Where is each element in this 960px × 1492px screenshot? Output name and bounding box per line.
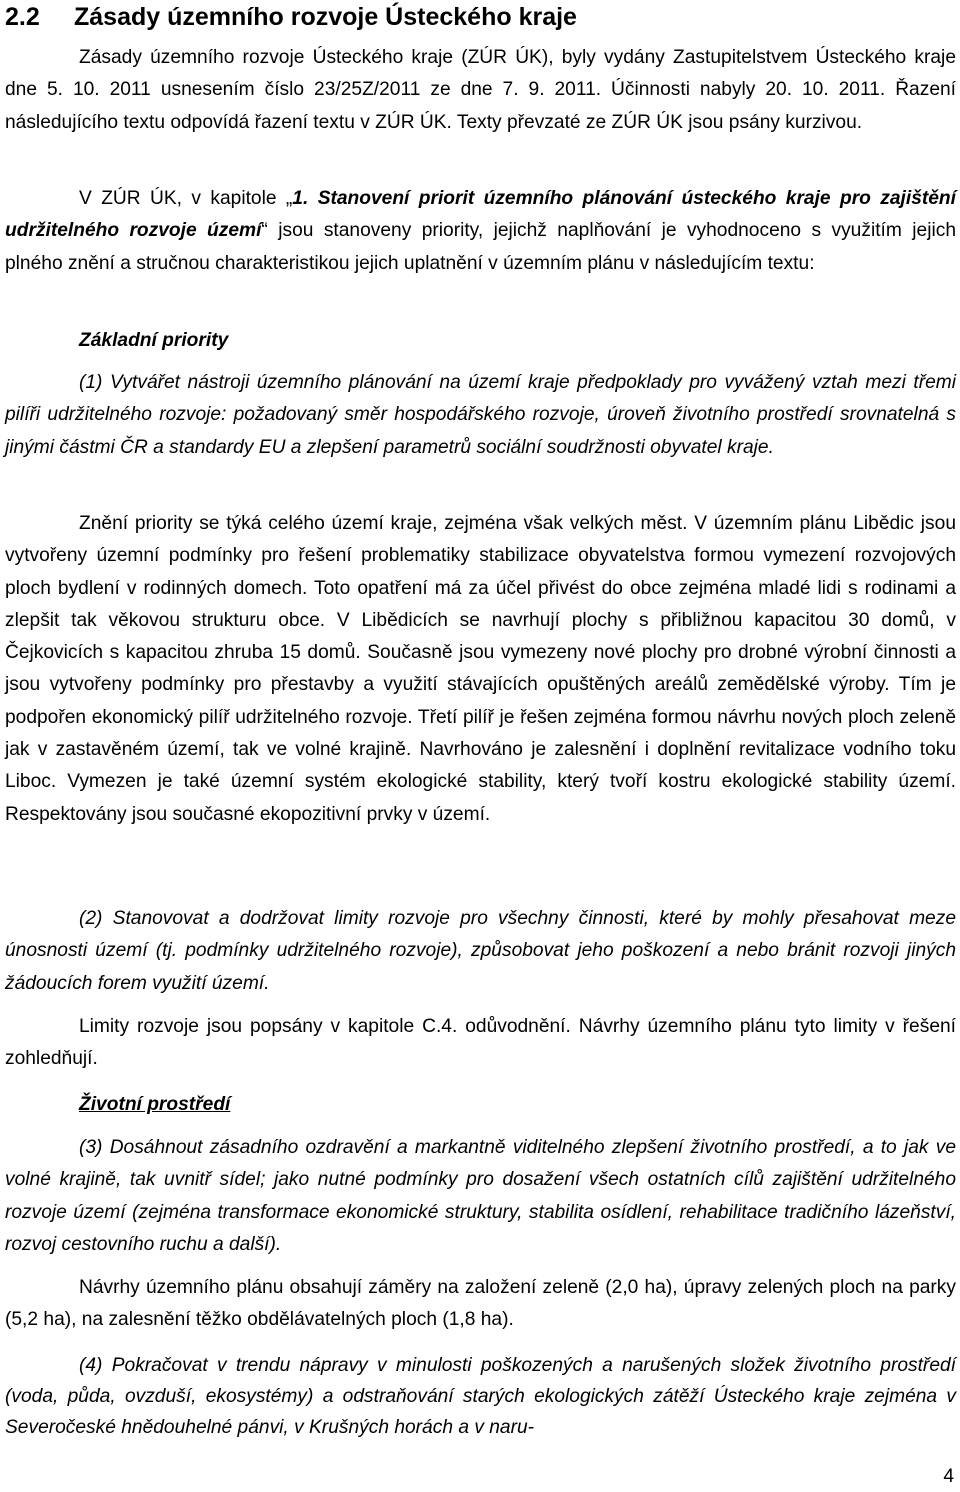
priority-1: (1) Vytvářet nástroji územního plánování na území kraje předpoklady pro vyvážený vztah mezi třemi pilíři udržitelného rozvoje: požadovaný směr hospodářského rozvoje, úroveň životního prostředí srovnatelná s jinými částmi ČR a standardy EU a zlepšení parametrů sociální soudržnosti obyvatel kraje. — [5, 372, 956, 458]
priority-3: (3) Dosáhnout zásadního ozdravění a markantně viditelného zlepšení životního prostředí, a to jak ve volné krajině, tak uvnitř sídel; jako nutné podmínky pro dosažení všech ostatních cílů zajištění udržitelného rozvoje území (zejména transformace ekonomické struktury, stabilita osídlení, rehabilitace tradičního lázeňství, rozvoj cestovního ruchu a další). — [5, 1137, 956, 1255]
priority-4: (4) Pokračovat v trendu nápravy v minulosti poškozených a narušených složek životního prostředí (voda, půda, ovzduší, ekosystémy) a odstraňování starých ekologických zátěží Ústeckého kraje zejména v Severočeské hnědouhelné pánvi, v Krušných horách a v naru- — [5, 1355, 956, 1438]
chapter-reference-paragraph — [5, 183, 956, 280]
chapter-reference-suffix: “ jsou stanoveny priority, jejichž naplňování je vyhodnoceno s využitím jejich plného znění a stručnou charakteristikou jejich uplatnění v územním plánu v následujícím textu: — [5, 220, 956, 274]
chapter-title: 1. Stanovení priorit územního plánování ústeckého kraje pro zajištění udržitelného rozvoje území — [5, 188, 956, 242]
page-number: 4 — [943, 1466, 954, 1487]
intro-paragraph: Zásady územního rozvoje Ústeckého kraje (ZÚR ÚK), byly vydány Zastupitelstvem Ústeckého kraje dne 5. 10. 2011 usnesením číslo 23/25Z/2011 ze dne 7. 9. 2011. Účinnosti nabyly 20. 10. 2011. Řazení následujícího textu odpovídá řazení textu v ZÚR ÚK. Texty převzaté ze ZÚR ÚK jsou psány kurzivou. — [5, 47, 956, 133]
subheading-environment: Životní prostředí — [79, 1094, 231, 1115]
priority-3-response: Návrhy územního plánu obsahují záměry na založení zeleně (2,0 ha), úpravy zelených ploch na parky (5,2 ha), na zalesnění těžko obdělávatelných ploch (1,8 ha). — [5, 1277, 956, 1331]
subheading-basic-priorities: Základní priority — [79, 330, 229, 351]
section-heading — [5, 2, 577, 32]
section-number: 2.2 — [5, 3, 40, 31]
section-title: Zásady územního rozvoje Ústeckého kraje — [74, 3, 577, 31]
priority-2: (2) Stanovovat a dodržovat limity rozvoje pro všechny činnosti, které by mohly přesahovat meze únosnosti území (tj. podmínky udržitelného rozvoje), způsobovat jeho poškození a nebo bránit rozvoji jiných žádoucích forem využití území. — [5, 908, 956, 994]
chapter-reference-prefix: V ZÚR ÚK, v kapitole „ — [79, 188, 293, 209]
priority-1-response: Znění priority se týká celého území kraje, zejména však velkých měst. V územním plánu Libědic jsou vytvořeny územní podmínky pro řešení problematiky stabilizace obyvatelstva formou vymezení rozvojových ploch bydlení v rodinných domech. Toto opatření má za účel přivést do obce zejména mladé lidi s rodinami a zlepšit tak věkovou strukturu obce. V Libědicích se navrhují plochy s přibližnou kapacitou 30 domů, v Čejkovicích s kapacitou zhruba 15 domů. Současně jsou vymezeny nové plochy pro drobné výrobní činnosti a jsou vytvořeny podmínky pro přestavby a využití stávajících opuštěných areálů zemědělské výroby. Tím je podpořen ekonomický pilíř udržitelného rozvoje. Třetí pilíř je řešen zejména formou návrhu nových ploch zeleně jak v zastavěném území, tak ve volné krajině. Navrhováno je zalesnění i doplnění revitalizace vodního toku Liboc. Vymezen je také územní systém ekologické stability, který tvoří kostru ekologické stability území. Respektovány jsou současné ekopozitivní prvky v území. — [5, 513, 956, 825]
priority-2-response: Limity rozvoje jsou popsány v kapitole C.4. odůvodnění. Návrhy územního plánu tyto limity v řešení zohledňují. — [5, 1016, 956, 1070]
